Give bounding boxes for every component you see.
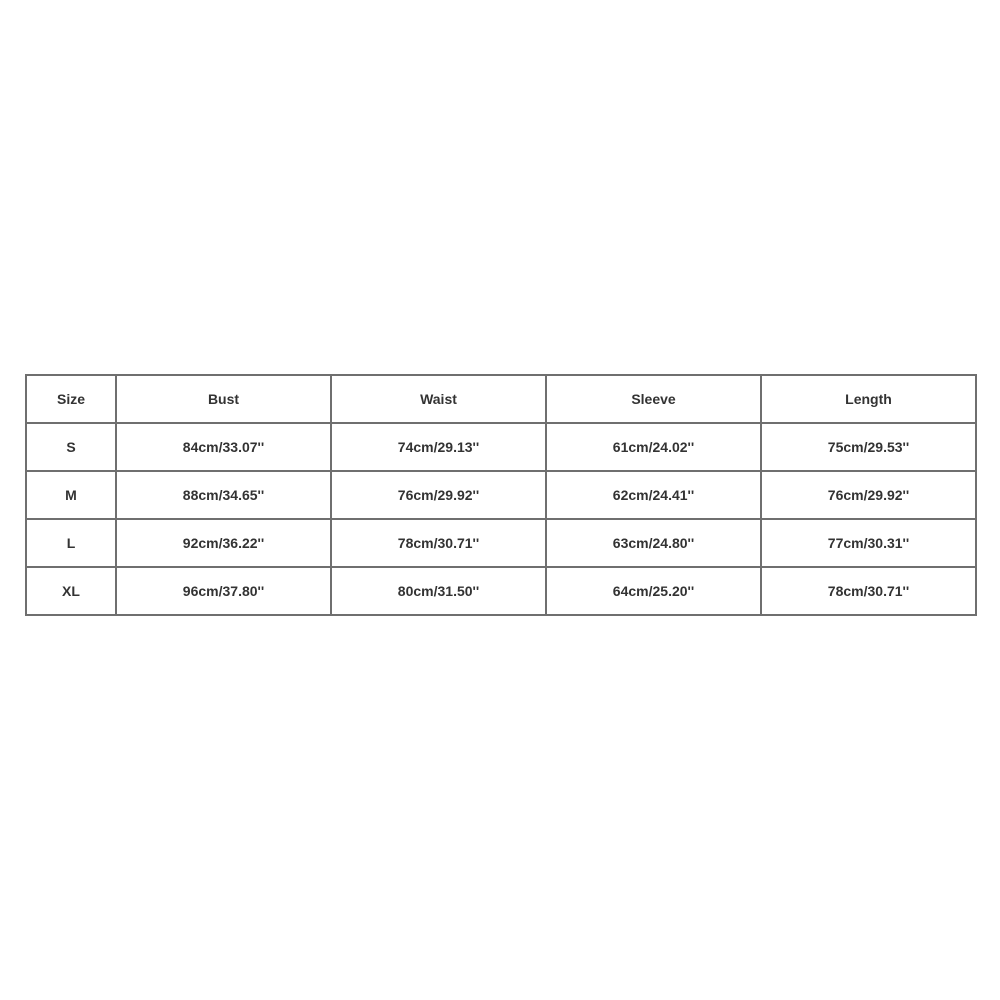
size-cell: XL — [26, 567, 116, 615]
table-row — [26, 471, 976, 519]
header-size: Size — [26, 375, 116, 423]
length-cell: 76cm/29.92'' — [761, 471, 976, 519]
bust-cell: 84cm/33.07'' — [116, 423, 331, 471]
sleeve-cell: 61cm/24.02'' — [546, 423, 761, 471]
table-row — [26, 519, 976, 567]
bust-cell: 96cm/37.80'' — [116, 567, 331, 615]
bust-cell: 92cm/36.22'' — [116, 519, 331, 567]
waist-cell: 80cm/31.50'' — [331, 567, 546, 615]
sleeve-cell: 63cm/24.80'' — [546, 519, 761, 567]
size-cell: M — [26, 471, 116, 519]
header-waist: Waist — [331, 375, 546, 423]
size-cell: L — [26, 519, 116, 567]
waist-cell: 76cm/29.92'' — [331, 471, 546, 519]
sleeve-cell: 64cm/25.20'' — [546, 567, 761, 615]
length-cell: 77cm/30.31'' — [761, 519, 976, 567]
size-cell: S — [26, 423, 116, 471]
sleeve-cell: 62cm/24.41'' — [546, 471, 761, 519]
header-bust: Bust — [116, 375, 331, 423]
header-length: Length — [761, 375, 976, 423]
waist-cell: 74cm/29.13'' — [331, 423, 546, 471]
header-sleeve: Sleeve — [546, 375, 761, 423]
waist-cell: 78cm/30.71'' — [331, 519, 546, 567]
length-cell: 75cm/29.53'' — [761, 423, 976, 471]
table-row — [26, 423, 976, 471]
table-header-row — [26, 375, 976, 423]
table-row — [26, 567, 976, 615]
length-cell: 78cm/30.71'' — [761, 567, 976, 615]
bust-cell: 88cm/34.65'' — [116, 471, 331, 519]
size-chart-table — [25, 374, 977, 616]
